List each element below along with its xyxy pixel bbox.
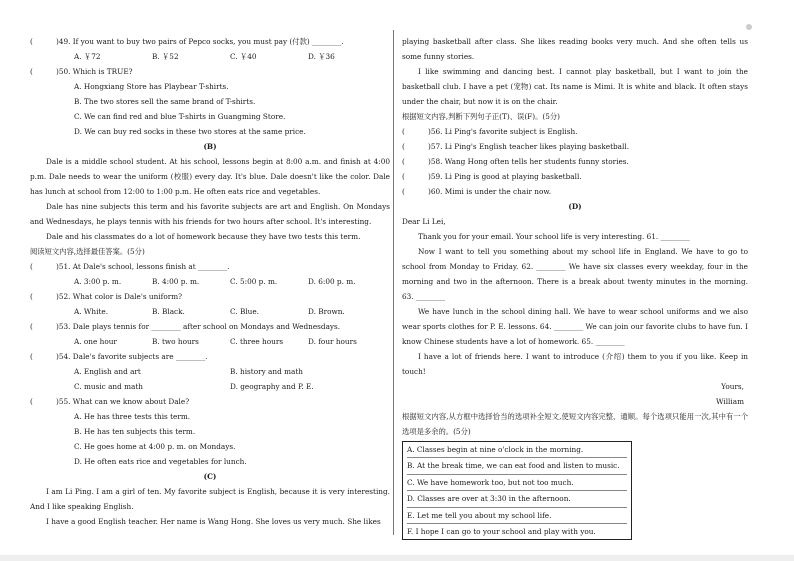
question-56: ( )56. Li Ping's favorite subject is English. bbox=[402, 127, 578, 136]
q50-option-c: C. We can find red and blue T-shirts in Guangming Store. bbox=[74, 112, 286, 121]
letter-p4: I have a lot of friends here. I want to introduce (介绍) them to you if you like. Keep in touch! bbox=[402, 352, 748, 376]
q52-options: A. White. B. Black. C. Blue. D. Brown. bbox=[74, 307, 345, 316]
q49-options: A. ￥72 B. ￥52 C. ￥40 D. ￥36 bbox=[74, 52, 335, 61]
q55-option-d: D. He often eats rice and vegetables for lunch. bbox=[74, 457, 247, 466]
letter-p1: Thank you for your email. Your school life is very interesting. 61. ________ bbox=[418, 232, 690, 241]
box-option-a: A. Classes begin at nine o'clock in the morning. bbox=[407, 442, 627, 458]
question-49: ( )49. If you want to buy two pairs of Pepco socks, you must pay (付款) ________. bbox=[30, 37, 344, 46]
letter-closing: Yours, bbox=[721, 382, 744, 391]
q53-options: A. one hour B. two hours C. three hours D. four hours bbox=[74, 337, 357, 346]
passage-c-p2-start: I have a good English teacher. Her name is Wang Hong. She loves us very much. She likes bbox=[46, 517, 381, 526]
passage-b-p3: Dale and his classmates do a lot of homework because they have two tests this term. bbox=[46, 232, 361, 241]
question-52: ( )52. What color is Dale's uniform? bbox=[30, 292, 183, 301]
box-option-f: F. I hope I can go to your school and play with you. bbox=[407, 527, 596, 537]
scan-dot bbox=[746, 24, 752, 30]
section-d-heading: (D) bbox=[568, 202, 582, 211]
question-54: ( )54. Dale's favorite subjects are ________. bbox=[30, 352, 208, 361]
box-option-b: B. At the break time, we can eat food and listen to music. bbox=[407, 458, 627, 474]
question-50: ( )50. Which is TRUE? bbox=[30, 67, 133, 76]
q54-options-row2: C. music and math D. geography and P. E. bbox=[74, 382, 314, 391]
q50-option-d: D. We can buy red socks in these two stores at the same price. bbox=[74, 127, 306, 136]
section-c-heading: (C) bbox=[203, 472, 217, 481]
passage-c-p2-cont: playing basketball after class. She likes reading books very much. And she often tells us some funny stories. bbox=[402, 37, 748, 61]
letter-greeting: Dear Li Lei, bbox=[402, 217, 446, 226]
section-b-heading: (B) bbox=[203, 142, 217, 151]
question-57: ( )57. Li Ping's English teacher likes playing basketball. bbox=[402, 142, 630, 151]
column-divider bbox=[393, 30, 394, 535]
letter-p3: We have lunch in the school dining hall. We have to wear school uniforms and we also wear sports clothes for P. E. lessons. 64. ________ We can join our favorite clubs to have fun. I know Chinese students have a lot of homework. 65. ________ bbox=[402, 307, 748, 346]
passage-b-p1: Dale is a middle school student. At his school, lessons begin at 8:00 a.m. and finish at 4:00 p.m. Dale needs to wear the uniform (校服) every day. It's blue. Dale doesn't like the color. Dale has lunch at school from 12:00 to 1:00 p.m. He often eats rice and vegetables. bbox=[30, 157, 390, 196]
letter-signature: William bbox=[716, 397, 744, 406]
q51-options: A. 3:00 p. m. B. 4:00 p. m. C. 5:00 p. m. D. 6:00 p. m. bbox=[74, 277, 356, 286]
left-column bbox=[30, 34, 390, 529]
q50-option-b: B. The two stores sell the same brand of T-shirts. bbox=[74, 97, 256, 106]
section-b-instructions: 阅读短文内容,选择最佳答案。(5分) bbox=[30, 247, 145, 256]
page-bottom-edge bbox=[0, 555, 794, 561]
q55-option-b: B. He has ten subjects this term. bbox=[74, 427, 196, 436]
question-53: ( )53. Dale plays tennis for ________ after school on Mondays and Wednesdays. bbox=[30, 322, 341, 331]
q55-option-c: C. He goes home at 4:00 p. m. on Mondays. bbox=[74, 442, 236, 451]
question-58: ( )58. Wang Hong often tells her students funny stories. bbox=[402, 157, 629, 166]
box-option-e: E. Let me tell you about my school life. bbox=[407, 508, 627, 524]
letter-p2: Now I want to tell you something about my school life in England. We have to go to school from Monday to Friday. 62. ________ We have six classes every weekday, four in the morning and two in the afternoon. There is a break about twenty minutes in the morning. 63. ________ bbox=[402, 247, 748, 301]
section-c-instructions: 根据短文内容,判断下列句子正(T)、误(F)。(5分) bbox=[402, 112, 561, 121]
question-60: ( )60. Mimi is under the chair now. bbox=[402, 187, 552, 196]
right-column bbox=[402, 34, 748, 540]
q50-option-a: A. Hongxiang Store has Playbear T-shirts. bbox=[74, 82, 229, 91]
q55-option-a: A. He has three tests this term. bbox=[74, 412, 191, 421]
question-59: ( )59. Li Ping is good at playing basketball. bbox=[402, 172, 582, 181]
q54-options-row1: A. English and art B. history and math bbox=[74, 367, 303, 376]
passage-c-p3: I like swimming and dancing best. I cannot play basketball, but I want to join the basketball club. I have a pet (宠物) cat. Its name is Mimi. It is white and black. It often stays under the chair, but now it is on the chair. bbox=[402, 67, 748, 106]
section-d-instructions: 根据短文内容,从方框中选择恰当的选项补全短文,使短文内容完整、通顺。每个选项只能用一次,其中有一个选项是多余的。(5分) bbox=[402, 412, 748, 436]
box-option-c: C. We have homework too, but not too much. bbox=[407, 475, 627, 491]
question-55: ( )55. What can we know about Dale? bbox=[30, 397, 190, 406]
question-51: ( )51. At Dale's school, lessons finish at ________. bbox=[30, 262, 230, 271]
options-box bbox=[402, 441, 632, 540]
passage-c-p1: I am Li Ping. I am a girl of ten. My favorite subject is English, because it is very interesting. And I like speaking English. bbox=[30, 487, 390, 511]
box-option-d: D. Classes are over at 3:30 in the afternoon. bbox=[407, 491, 627, 507]
passage-b-p2: Dale has nine subjects this term and his favorite subjects are art and English. On Mondays and Wednesdays, he plays tennis with his friends for two hours after school. It's interesting. bbox=[30, 202, 390, 226]
